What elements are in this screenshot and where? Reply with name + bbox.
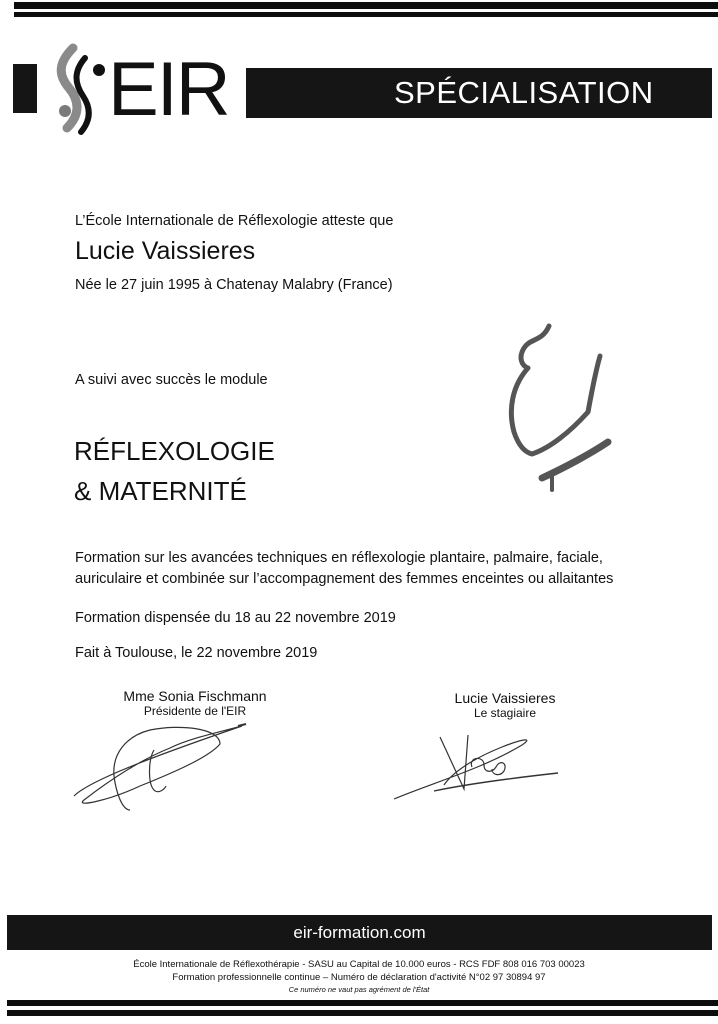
top-rule-1 [14,2,718,9]
bottom-rule-2 [7,1010,718,1016]
training-dates: Formation dispensée du 18 au 22 novembre 2019 [75,610,396,626]
description-line2: auriculaire et combinée sur l’accompagnement des femmes enceintes ou allaitantes [75,571,614,587]
recipient-name: Lucie Vaissieres [75,237,256,265]
signatory-role: Le stagiaire [473,706,537,720]
maternity-silhouette-icon [500,320,620,490]
signature-block-trainee [440,690,570,721]
signatory-name: Lucie Vaissieres [454,690,556,706]
birth-info: Née le 27 juin 1995 à Chatenay Malabry (France) [75,277,393,293]
intro-text: L’École Internationale de Réflexologie atteste que [75,213,394,229]
trainee-signature-icon [392,733,562,803]
president-signature-icon [70,720,250,815]
module-intro: A suivi avec succès le module [75,372,268,388]
description-line1: Formation sur les avancées techniques en réflexologie plantaire, palmaire, faciale, [75,550,603,566]
signatory-name: Mme Sonia Fischmann [123,688,267,704]
bottom-rule-1 [7,1000,718,1006]
specialisation-banner [246,68,712,118]
logo-block [13,64,37,113]
logo-s-mark-icon [55,44,111,134]
website-link[interactable]: eir-formation.com [293,923,426,942]
legal-line2: Formation professionnelle continue – Numéro de déclaration d'activité N°02 97 30894 97 [172,972,546,983]
module-title-line2: & MATERNITÉ [74,476,247,506]
legal-note: Ce numéro ne vaut pas agrément de l'État [288,985,430,994]
footer-banner [7,915,712,950]
module-title-line1: RÉFLEXOLOGIE [74,436,275,466]
signatory-role: Présidente de l'EIR [143,704,247,718]
place-date: Fait à Toulouse, le 22 novembre 2019 [75,645,318,661]
legal-line1: École Internationale de Réflexothérapie - SASU au Capital de 10.000 euros - RCS FDF 808 016 703 00023 [133,959,585,970]
top-rule-2 [14,12,718,17]
logo-text: EIR [108,47,229,132]
signature-block-president [100,688,290,719]
banner-label: SPÉCIALISATION [394,75,654,110]
